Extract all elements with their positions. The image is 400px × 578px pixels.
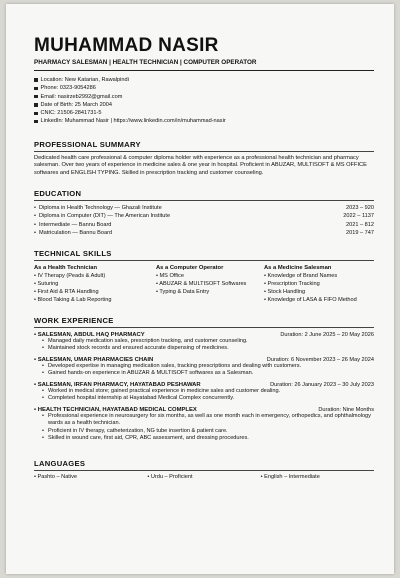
summary-section [34, 140, 374, 178]
summary-text: Dedicated health care professional & computer diploma holder with experience as a professional health technician and pharmacy salesman. Over two years of experience in medicine sales & one year in hospital. Proficient in ABUZAR, MULTISOFT & MS OFFICE softwares and ENGLISH TYPING. Skilled in prescription tracking and customer counseling. [34, 154, 367, 177]
resume-content [34, 36, 374, 480]
education-item: • Diploma in Computer (DIT) — The American Institute 2022 – 1137 [34, 213, 374, 220]
phone-icon [34, 87, 38, 91]
job-bullet: • Skilled in wound care, first aid, CPR, ABC assessment, and dressing procedures. [42, 435, 249, 442]
email-icon [34, 95, 38, 99]
contact-location: Location: New Katarian, Rawalpindi [34, 76, 374, 84]
skill-item: • IV Therapy (Peads & Adult) [34, 272, 106, 279]
job-bullet: • Proficient in IV therapy, catheterization, NG tube insertion & patient care. [42, 427, 228, 434]
experience-section [34, 316, 374, 443]
skills-column-computer [156, 264, 264, 305]
education-item: • Intermediate — Bannu Board 2021 – 812 [34, 221, 374, 228]
language-item: • English – Intermediate [260, 473, 320, 480]
contact-phone: Phone: 0323-9054286 [34, 84, 374, 92]
skill-item: • Prescription Tracking [264, 280, 320, 287]
contact-list [34, 76, 374, 126]
skills-column-health [34, 264, 156, 305]
job-entry [34, 332, 374, 353]
skills-column-title: As a Medicine Salesman [264, 264, 332, 271]
skills-section [34, 249, 374, 305]
id-card-icon [34, 112, 38, 116]
contact-linkedin[interactable]: LinkedIn: Muhammad Nasir | https://www.linkedin.com/in/muhammad-nasir [34, 117, 374, 125]
linkedin-icon [34, 120, 38, 124]
skill-item: • ABUZAR & MULTISOFT Softwares [156, 280, 247, 287]
skills-columns [34, 264, 374, 305]
bullet-icon: • [34, 213, 36, 220]
job-duration: Duration: 6 November 2023 – 26 May 2024 [266, 356, 374, 363]
job-bullet: • Professional experience in neurosurgery for six months, as well as one month each in emergency, orthopedics, and ophthalmology wards as a health technician. [42, 412, 371, 427]
job-bullet: • Maintained stock records and ensured accurate dispensing of medicines. [42, 345, 229, 352]
job-bullet: • Worked in medical store; gained practical experience in medicine sales and customer dealing. [42, 387, 281, 394]
skills-divider [34, 260, 374, 261]
job-entry [34, 382, 374, 403]
experience-divider [34, 327, 374, 328]
candidate-roles: PHARMACY SALESMAN | HEALTH TECHNICIAN | COMPUTER OPERATOR [34, 59, 257, 66]
education-title: EDUCATION [34, 188, 82, 198]
languages-divider [34, 470, 374, 471]
skill-item: • MS Office [156, 272, 184, 279]
language-item: • Pashto – Native [34, 473, 78, 480]
job-entry [34, 407, 374, 443]
header-divider [34, 70, 374, 71]
job-title: • SALESMAN, ABDUL HAQ PHARMACY [34, 331, 145, 338]
contact-email[interactable]: Email: nasirzeb2992@gmail.com [34, 93, 374, 101]
education-section [34, 189, 374, 238]
job-title: • SALESMAN, IRFAN PHARMACY, HAYATABAD PESHAWAR [34, 381, 201, 388]
job-entry [34, 357, 374, 378]
skill-item: • Suturing [34, 280, 59, 287]
job-bullet: • Gained hands-on experience in ABUZAR & MULTISOFT softwares as a Salesman. [42, 370, 254, 377]
bullet-icon: • [34, 204, 36, 211]
job-duration: Duration: 26 January 2023 – 30 July 2023 [270, 381, 374, 388]
skills-column-medicine [264, 264, 374, 305]
languages-section [34, 459, 374, 480]
candidate-name: MUHAMMAD NASIR [34, 35, 219, 56]
location-icon [34, 78, 38, 82]
skills-title: TECHNICAL SKILLS [34, 248, 112, 258]
skills-column-title: As a Computer Operator [156, 264, 224, 271]
contact-cnic: CNIC: 21506-2841731-5 [34, 109, 374, 117]
job-bullet: • Managed daily medication sales, prescription tracking, and customer counseling. [42, 337, 248, 344]
skill-item: • Knowledge of LASA & FIFO Method [264, 297, 357, 304]
languages-title: LANGUAGES [34, 458, 86, 468]
bullet-icon: • [34, 230, 36, 237]
skills-column-title: As a Health Technician [34, 264, 98, 271]
experience-title: WORK EXPERIENCE [34, 315, 114, 325]
education-item: • Diploma in Health Technology — Ghazali Institute 2023 – 920 [34, 204, 374, 211]
education-divider [34, 200, 374, 201]
languages-list [34, 474, 374, 480]
skill-item: • Stock Handling [264, 289, 306, 296]
bullet-icon: • [34, 221, 36, 228]
contact-dob: Date of Birth: 25 March 2004 [34, 101, 374, 109]
calendar-icon [34, 103, 38, 107]
summary-title: PROFESSIONAL SUMMARY [34, 139, 141, 149]
job-title: • SALESMAN, UMAR PHARMACIES CHAIN [34, 356, 154, 363]
skill-item: • Blood Taking & Lab Reporting [34, 297, 112, 304]
job-title: • HEALTH TECHNICIAN, HAYATABAD MEDICAL COMPLEX [34, 406, 197, 413]
job-bullet: • Completed hospital internship at Hayatabad Medical Complex concurrently. [42, 395, 235, 402]
job-bullet: • Developed expertise in managing medication sales, tracking prescriptions and dealing with customers. [42, 362, 302, 369]
job-duration: Duration: Nine Months [318, 406, 374, 413]
resume-page [6, 4, 394, 574]
education-item: • Matriculation — Bannu Board 2019 – 747 [34, 230, 374, 237]
skill-item: • Knowledge of Brand Names [264, 272, 338, 279]
summary-divider [34, 151, 374, 152]
language-item: • Urdu – Proficient [147, 473, 193, 480]
skill-item: • First Aid & RTA Handling [34, 289, 99, 296]
job-duration: Duration: 2 June 2025 – 20 May 2026 [280, 331, 374, 338]
skill-item: • Typing & Data Entry [156, 289, 210, 296]
